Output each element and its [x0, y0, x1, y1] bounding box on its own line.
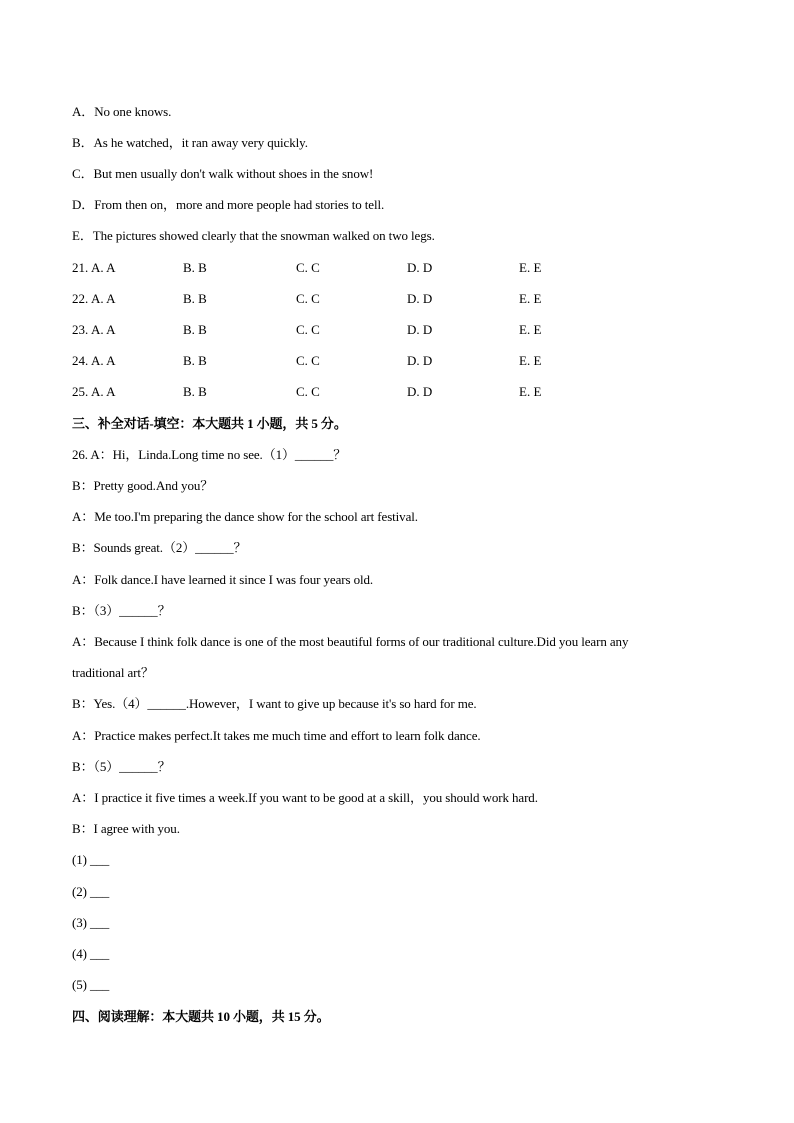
- answer-blank-4: (4) ___: [72, 946, 110, 961]
- option-b: B. B: [183, 384, 207, 399]
- option-c: C. C: [296, 260, 320, 275]
- question-number: 25.: [72, 384, 89, 399]
- option-d: D. D: [407, 291, 433, 306]
- dialogue-line-6: B：（3）______？: [72, 603, 171, 618]
- answer-blank-1: (1) ___: [72, 852, 110, 867]
- option-c: C. C: [296, 353, 320, 368]
- question-number: 21.: [72, 260, 89, 275]
- dialogue-line-2: B：Pretty good.And you？: [72, 478, 214, 493]
- option-e: E. E: [519, 353, 542, 368]
- option-e: E. E: [519, 260, 542, 275]
- question-number: 23.: [72, 322, 89, 337]
- option-c: C. C: [296, 384, 320, 399]
- option-a: A. A: [91, 353, 116, 368]
- option-d: D. D: [407, 384, 433, 399]
- dialogue-line-3: A：Me too.I'm preparing the dance show for the school art festival.: [72, 509, 418, 524]
- option-b: B. B: [183, 291, 207, 306]
- option-b: B. B: [183, 322, 207, 337]
- option-e: E. E: [519, 384, 542, 399]
- dialogue-line-7-cont: traditional art？: [72, 665, 154, 680]
- option-d: D. D: [407, 322, 433, 337]
- option-e: E. E: [519, 291, 542, 306]
- answer-blank-3: (3) ___: [72, 915, 110, 930]
- option-c: C. C: [296, 291, 320, 306]
- dialogue-line-8: B：Yes.（4）______.However，I want to give up because it's so hard for me.: [72, 696, 477, 711]
- dialogue-line-5: A：Folk dance.I have learned it since I was four years old.: [72, 572, 374, 587]
- choice-c: C．But men usually don't walk without shoes in the snow!: [72, 166, 374, 181]
- question-number: 22.: [72, 291, 89, 306]
- section-heading-4: 四、阅读理解：本大题共 10 小题，共 15 分。: [72, 1009, 330, 1024]
- dialogue-line-7: A：Because I think folk dance is one of the most beautiful forms of our traditional culture.Did you learn any: [72, 634, 629, 649]
- choice-d: D．From then on，more and more people had stories to tell.: [72, 197, 385, 212]
- dialogue-line-12: B：I agree with you.: [72, 821, 180, 836]
- option-a: A. A: [91, 291, 116, 306]
- option-d: D. D: [407, 353, 433, 368]
- option-a: A. A: [91, 322, 116, 337]
- choice-a: A．No one knows.: [72, 104, 172, 119]
- option-a: A. A: [91, 384, 116, 399]
- question-number: 24.: [72, 353, 89, 368]
- option-a: A. A: [91, 260, 116, 275]
- section-heading-3: 三、补全对话-填空：本大题共 1 小题，共 5 分。: [72, 416, 347, 431]
- dialogue-line-11: A：I practice it five times a week.If you want to be good at a skill，you should work hard.: [72, 790, 538, 805]
- dialogue-line-9: A：Practice makes perfect.It takes me much time and effort to learn folk dance.: [72, 728, 481, 743]
- dialogue-line-1: 26. A：Hi，Linda.Long time no see.（1）______？: [72, 447, 347, 462]
- answer-blank-2: (2) ___: [72, 884, 110, 899]
- option-e: E. E: [519, 322, 542, 337]
- dialogue-line-4: B：Sounds great.（2）______？: [72, 540, 247, 555]
- dialogue-line-10: B：（5）______？: [72, 759, 171, 774]
- option-d: D. D: [407, 260, 433, 275]
- option-b: B. B: [183, 260, 207, 275]
- option-c: C. C: [296, 322, 320, 337]
- choice-b: B．As he watched，it ran away very quickly.: [72, 135, 308, 150]
- option-b: B. B: [183, 353, 207, 368]
- answer-blank-5: (5) ___: [72, 977, 110, 992]
- choice-e: E．The pictures showed clearly that the snowman walked on two legs.: [72, 228, 435, 243]
